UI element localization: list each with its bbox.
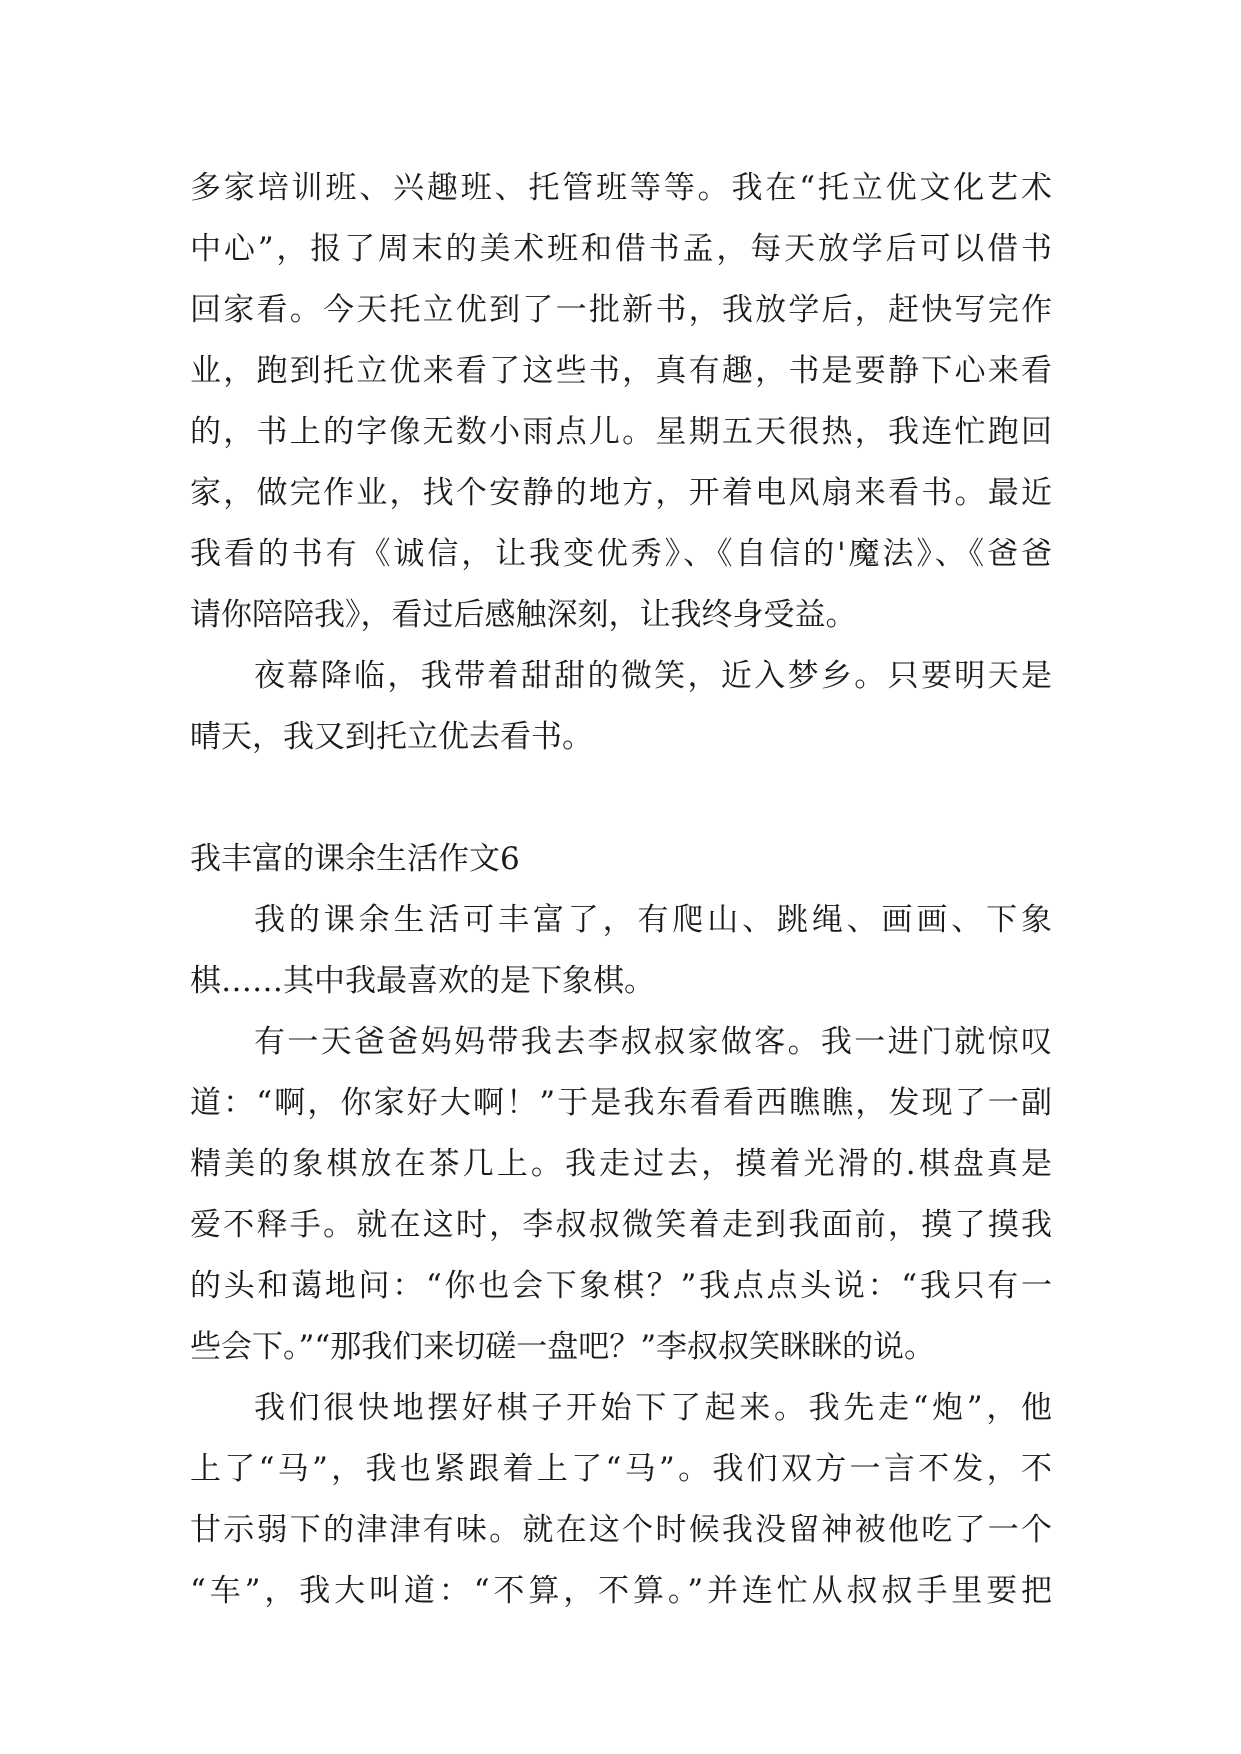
text-line: 上了“马”，我也紧跟着上了“马”。我们双方一言不发，不 xyxy=(190,1451,1052,1487)
text-line: 回家看。今天托立优到了一批新书，我放学后，赶快写完作 xyxy=(190,292,1052,328)
paragraph xyxy=(190,890,1052,1012)
paragraph xyxy=(190,158,1052,646)
text-line: 有一天爸爸妈妈带我去李叔叔家做客。我一进门就惊叹 xyxy=(254,1024,1052,1060)
text-line: 的头和蔼地问：“你也会下象棋？”我点点头说：“我只有一 xyxy=(190,1268,1052,1304)
paragraph-gap xyxy=(190,768,1052,829)
text-line: 棋……其中我最喜欢的是下象棋。 xyxy=(190,963,655,999)
text-line: “车”，我大叫道：“不算，不算。”并连忙从叔叔手里要把 xyxy=(190,1573,1052,1609)
text-line: 甘示弱下的津津有味。就在这个时候我没留神被他吃了一个 xyxy=(190,1512,1052,1548)
text-line: 请你陪陪我》，看过后感触深刻，让我终身受益。 xyxy=(190,597,857,633)
text-line: 些会下。”“那我们来切磋一盘吧？”李叔叔笑眯眯的说。 xyxy=(190,1329,936,1365)
paragraph xyxy=(190,1378,1052,1622)
text-line: 我看的书有《诚信，让我变优秀》、《自信的'魔法》、《爸爸 xyxy=(190,536,1052,572)
text-line: 业，跑到托立优来看了这些书，真有趣，书是要静下心来看 xyxy=(190,353,1052,389)
text-line: 精美的象棋放在茶几上。我走过去，摸着光滑的.棋盘真是 xyxy=(190,1146,1052,1182)
paragraph xyxy=(190,1012,1052,1378)
text-line: 家，做完作业，找个安静的地方，开着电风扇来看书。最近 xyxy=(190,475,1052,511)
text-line: 多家培训班、兴趣班、托管班等等。我在“托立优文化艺术 xyxy=(190,170,1052,206)
text-line: 的，书上的字像无数小雨点儿。星期五天很热，我连忙跑回 xyxy=(190,414,1052,450)
text-line: 道：“啊，你家好大啊！”于是我东看看西瞧瞧，发现了一副 xyxy=(190,1085,1052,1121)
text-line: 我们很快地摆好棋子开始下了起来。我先走“炮”，他 xyxy=(254,1390,1052,1426)
text-line: 晴天，我又到托立优去看书。 xyxy=(190,719,593,755)
section-heading: 我丰富的课余生活作文6 xyxy=(190,841,520,877)
text-column xyxy=(190,158,1052,1622)
text-line: 夜幕降临，我带着甜甜的微笑，近入梦乡。只要明天是 xyxy=(254,658,1052,694)
text-line: 中心”，报了周末的美术班和借书孟，每天放学后可以借书 xyxy=(190,231,1052,267)
text-line: 爱不释手。就在这时，李叔叔微笑着走到我面前，摸了摸我 xyxy=(190,1207,1052,1243)
paragraph xyxy=(190,646,1052,768)
text-line: 我的课余生活可丰富了，有爬山、跳绳、画画、下象 xyxy=(254,902,1052,938)
